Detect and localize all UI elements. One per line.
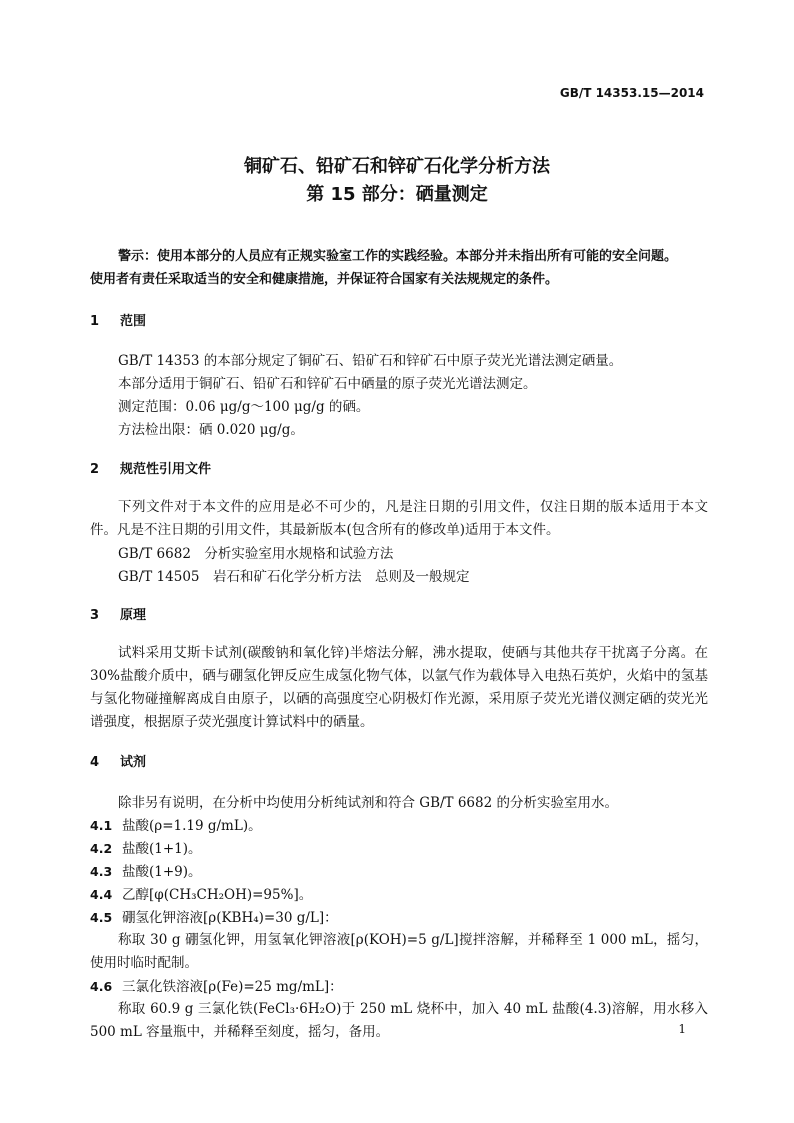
reagent-text: 盐酸(1+1)。 (122, 841, 202, 857)
references-paragraph (90, 496, 708, 542)
reagent-number: 4.4 (90, 887, 113, 902)
reagent-item (90, 975, 343, 995)
section-title: 试剂 (120, 755, 147, 770)
page-number: 1 (678, 1022, 686, 1036)
fecl3-preparation (90, 998, 708, 1044)
section-number: 3 (90, 608, 100, 623)
reagent-number: 4.6 (90, 979, 113, 994)
reagents-intro: 除非另有说明，在分析中均使用分析纯试剂和符合 GB/T 6682 的分析实验室用水。 (118, 795, 618, 811)
reagent-text: 乙醇[φ(CH₃CH₂OH)=95%]。 (122, 887, 313, 903)
reagent-item (90, 883, 312, 903)
reagent-item (90, 837, 202, 857)
section-title: 原理 (120, 608, 147, 623)
scope-line-4: 方法检出限：硒 0.020 μg/g。 (118, 422, 304, 438)
kbh4-preparation-text: 称取 30 g 硼氢化钾，用氢氧化钾溶液[ρ(KOH)=5 g/L]搅拌溶解，并稀释至 1 000 mL，摇匀，使用时临时配制。 (90, 932, 708, 971)
section-heading-scope (90, 310, 146, 329)
section-number: 4 (90, 755, 100, 770)
reference-item-gbt14505: GB/T 14505 岩石和矿石化学分析方法 总则及一般规定 (118, 569, 470, 585)
standard-number: GB/T 14353.15—2014 (559, 86, 704, 100)
section-heading-references (90, 458, 211, 477)
reagent-item (90, 814, 262, 834)
reagent-text: 三氯化铁溶液[ρ(Fe)=25 mg/mL]： (122, 979, 343, 995)
section-title: 范围 (120, 314, 147, 329)
section-heading-reagents (90, 751, 146, 770)
document-subtitle: 第 15 部分：硒量测定 (306, 184, 488, 205)
reagent-text: 盐酸(ρ=1.19 g/mL)。 (122, 818, 262, 834)
safety-warning (90, 245, 708, 291)
reagent-item (90, 860, 202, 880)
warning-line-2: 使用者有责任采取适当的安全和健康措施，并保证符合国家有关法规规定的条件。 (90, 272, 559, 287)
reagent-number: 4.1 (90, 818, 113, 833)
fecl3-preparation-text: 称取 60.9 g 三氯化铁(FeCl₃·6H₂O)于 250 mL 烧杯中，加入 40 mL 盐酸(4.3)溶解，用水移入 500 mL 容量瓶中，并稀释至刻度，摇匀，备用。 (90, 1001, 708, 1040)
reagent-number: 4.3 (90, 864, 113, 879)
principle-text: 试料采用艾斯卡试剂(碳酸钠和氧化锌)半熔法分解，沸水提取，使硒与其他共存干扰离子分离。在 30%盐酸介质中，硒与硼氢化钾反应生成氢化物气体，以氩气作为载体导入电热石英炉，火焰中的氢基与氢化物碰撞解离成自由原子，以硒的高强度空心阴极灯作光源，采用原子荧光光谱仪测定硒的荧光光谱强度，根据原子荧光强度计算试料中的硒量。 (90, 645, 708, 730)
reagent-text: 硼氢化钾溶液[ρ(KBH₄)=30 g/L]： (122, 910, 338, 926)
scope-line-2: 本部分适用于铜矿石、铅矿石和锌矿石中硒量的原子荧光光谱法测定。 (118, 376, 537, 392)
kbh4-preparation (90, 929, 708, 975)
reagent-number: 4.5 (90, 910, 113, 925)
reagent-item (90, 906, 338, 926)
references-text: 下列文件对于本文件的应用是必不可少的，凡是注日期的引用文件，仅注日期的版本适用于本文件。凡是不注日期的引用文件，其最新版本(包含所有的修改单)适用于本文件。 (90, 499, 708, 538)
scope-line-3: 测定范围：0.06 μg/g～100 μg/g 的硒。 (118, 399, 370, 415)
section-title: 规范性引用文件 (120, 462, 212, 477)
scope-line-1: GB/T 14353 的本部分规定了铜矿石、铅矿石和锌矿石中原子荧光光谱法测定硒量。 (118, 353, 623, 369)
section-heading-principle (90, 604, 146, 623)
warning-line-1: 警示：使用本部分的人员应有正规实验室工作的实践经验。本部分并未指出所有可能的安全问题。 (118, 249, 678, 264)
reagent-number: 4.2 (90, 841, 113, 856)
principle-paragraph (90, 642, 708, 734)
reference-item-gbt6682: GB/T 6682 分析实验室用水规格和试验方法 (118, 546, 394, 562)
section-number: 1 (90, 314, 100, 329)
section-number: 2 (90, 462, 100, 477)
document-title: 铜矿石、铅矿石和锌矿石化学分析方法 (244, 156, 550, 177)
reagent-text: 盐酸(1+9)。 (122, 864, 202, 880)
